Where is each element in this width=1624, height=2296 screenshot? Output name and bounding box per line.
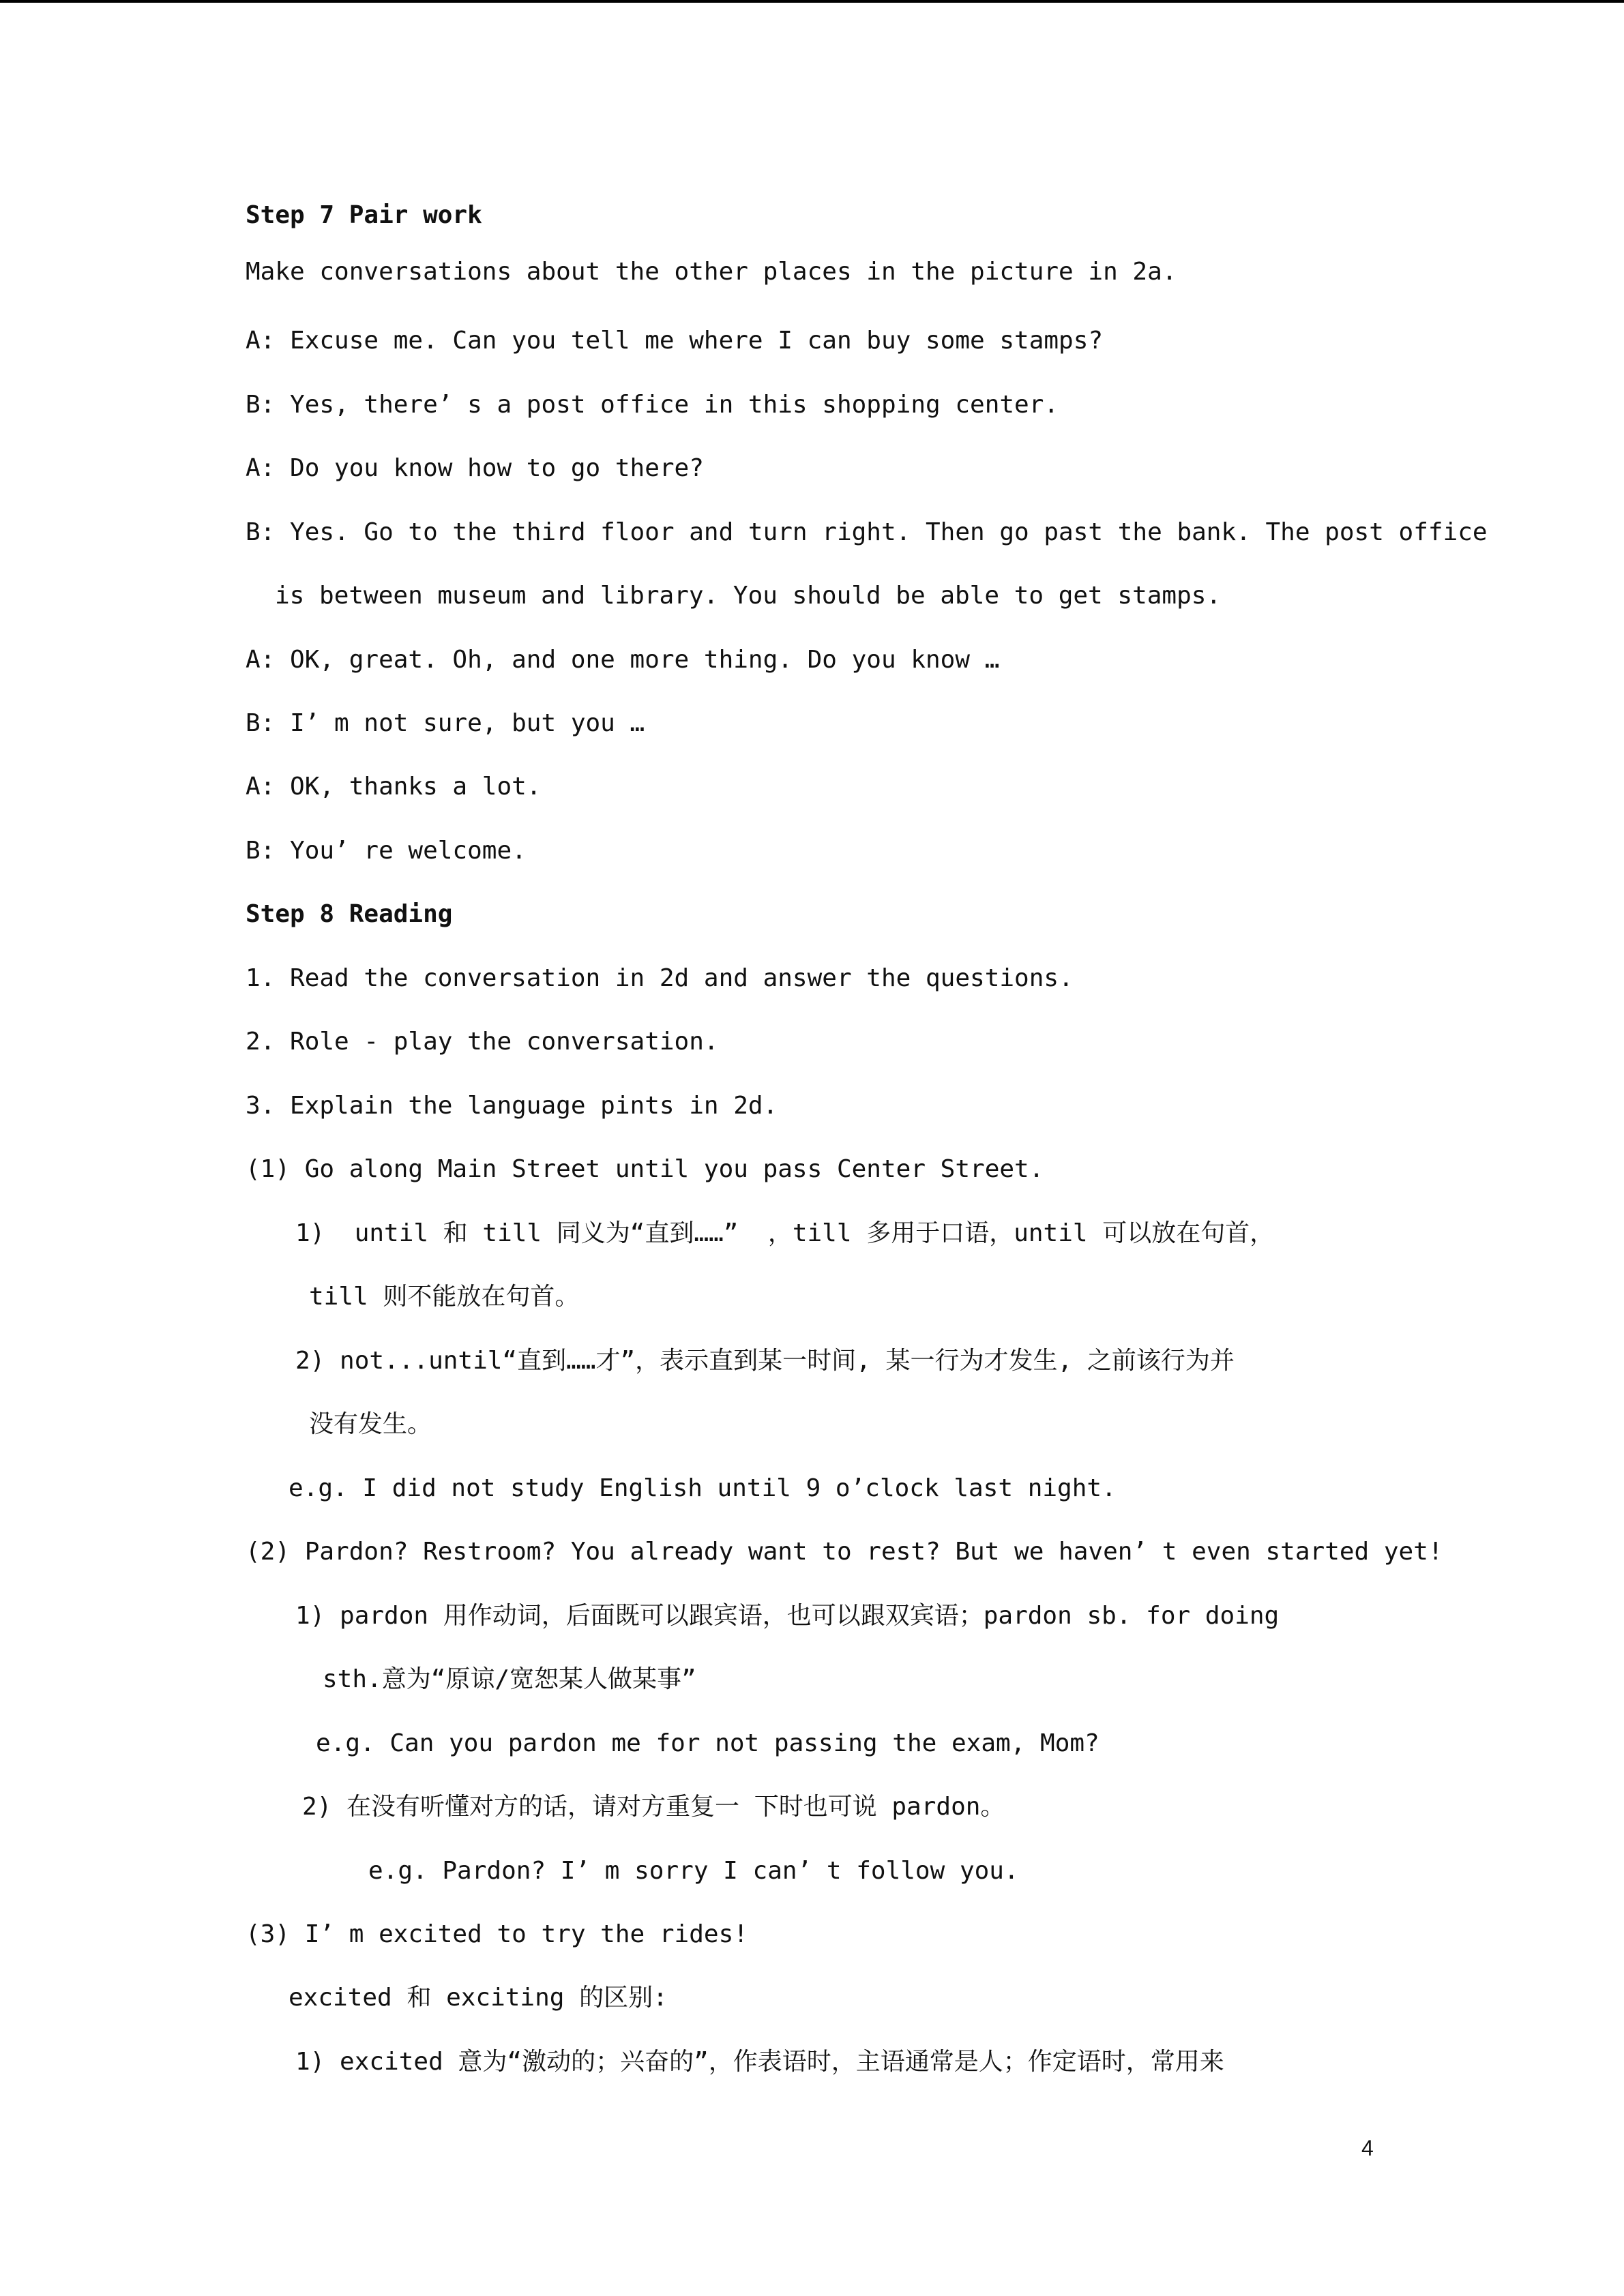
dialogue-line: A: OK, thanks a lot.: [246, 773, 542, 801]
point2-example2: e.g. Pardon? I’ m sorry I can’ t follow you.: [368, 1857, 1019, 1885]
point2-example1: e.g. Can you pardon me for not passing the exam, Mom?: [316, 1729, 1099, 1757]
page-number: 4: [1361, 2136, 1374, 2160]
dialogue-line: B: Yes. Go to the third floor and turn right. Then go past the bank. The post office: [246, 518, 1488, 546]
dialogue-line: A: Excuse me. Can you tell me where I can buy some stamps?: [246, 327, 1104, 355]
point1-note2-cont: 没有发生。: [309, 1410, 432, 1438]
top-border-line: [0, 0, 1624, 3]
dialogue-line-continued: is between museum and library. You should be able to get stamps.: [275, 582, 1222, 610]
dialogue-line: B: You’ re welcome.: [246, 837, 527, 865]
point2-note1-cont: sth.意为“原谅/宽恕某人做某事”: [323, 1665, 696, 1693]
point1-note1: 1) until 和 till 同义为“直到……” ，till 多用于口语，until 可以放在句首，: [295, 1219, 1275, 1247]
task-item: 1. Read the conversation in 2d and answer the questions.: [246, 964, 1074, 992]
point1-note2: 2) not...until“直到……才”，表示直到某一时间, 某一行为才发生, 之前该行为并: [295, 1347, 1235, 1375]
point1-example: e.g. I did not study English until 9 o’clock last night.: [289, 1474, 1117, 1502]
point2-note1: 1) pardon 用作动词，后面既可以跟宾语，也可以跟双宾语；pardon sb. for doing: [295, 1602, 1280, 1630]
dialogue-line: A: Do you know how to go there?: [246, 454, 704, 482]
dialogue-line: B: I’ m not sure, but you …: [246, 709, 645, 737]
dialogue-line: A: OK, great. Oh, and one more thing. Do you know …: [246, 646, 1000, 674]
point2-title: (2) Pardon? Restroom? You already want to rest? But we haven’ t even started yet!: [246, 1538, 1443, 1566]
point3-subtitle: excited 和 exciting 的区别:: [289, 1984, 668, 2012]
point3-title: (3) I’ m excited to try the rides!: [246, 1920, 748, 1948]
point1-title: (1) Go along Main Street until you pass Center Street.: [246, 1155, 1044, 1183]
point3-note1: 1) excited 意为“激动的；兴奋的”，作表语时，主语通常是人；作定语时，常用来: [295, 2048, 1224, 2076]
point2-note2: 2) 在没有听懂对方的话，请对方重复一 下时也可说 pardon。: [302, 1793, 1005, 1821]
dialogue-line: B: Yes, there’ s a post office in this shopping center.: [246, 391, 1059, 419]
task-item: 3. Explain the language pints in 2d.: [246, 1092, 778, 1120]
step8-heading: Step 8 Reading: [246, 900, 453, 928]
task-item: 2. Role - play the conversation.: [246, 1028, 719, 1056]
step7-heading: Step 7 Pair work: [246, 201, 482, 229]
step7-instruction: Make conversations about the other places in the picture in 2a.: [246, 258, 1177, 286]
point1-note1-cont: till 则不能放在句首。: [309, 1283, 580, 1311]
